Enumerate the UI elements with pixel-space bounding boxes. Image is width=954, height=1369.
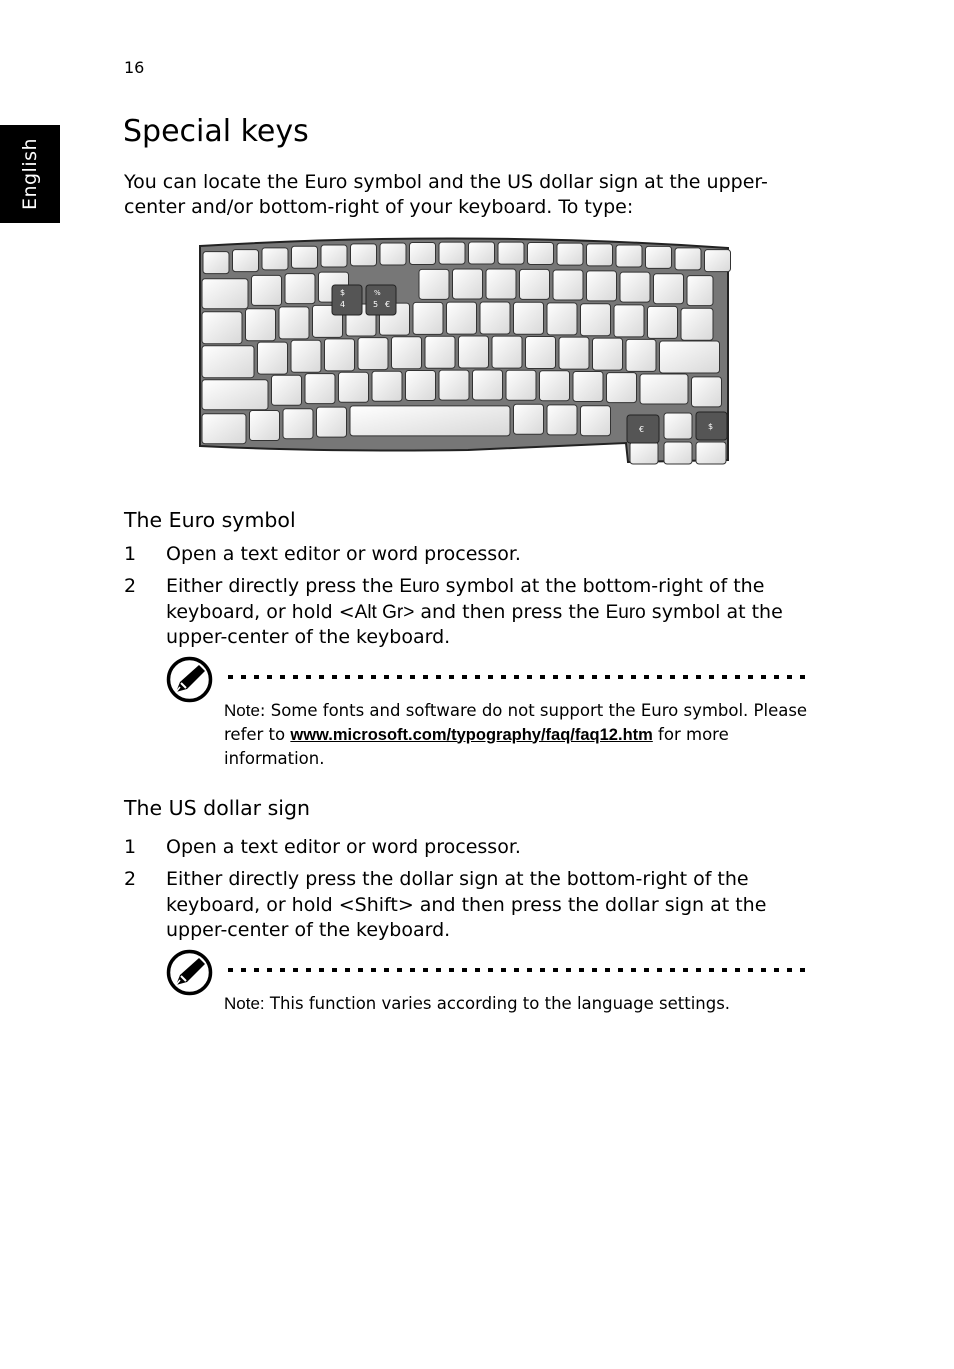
keycap — [279, 307, 309, 339]
keycap — [692, 377, 722, 407]
step-text: Either directly press the Euro symbol at the bottom-right of the keyboard, or hold <Alt Gr> and then press the Euro symbol at the upper-center of the keyboard. — [166, 575, 783, 648]
keycap — [453, 269, 483, 299]
keycap — [339, 372, 369, 402]
key-dollar-bottom — [696, 412, 727, 440]
keycap — [492, 336, 522, 368]
euro-heading: The Euro symbol — [124, 508, 296, 532]
keycap — [439, 370, 469, 400]
keycap — [202, 312, 242, 344]
keycap — [573, 372, 603, 402]
keycap — [648, 306, 678, 338]
key-dollar-top — [332, 285, 362, 315]
keycap — [607, 373, 637, 403]
keycap — [614, 305, 644, 337]
keycap — [514, 302, 544, 334]
keycap — [675, 248, 701, 270]
keycap — [292, 246, 318, 268]
keycap — [305, 374, 335, 404]
note-divider — [226, 674, 810, 680]
keycap — [283, 409, 313, 439]
keycap — [526, 336, 556, 368]
note-label: Note: — [224, 994, 265, 1013]
keyword-euro: Euro — [399, 576, 440, 597]
keyword-altgr: Alt Gr> — [354, 601, 415, 623]
dollar-step-1 — [124, 835, 804, 861]
pen-in-circle-icon — [166, 949, 213, 996]
keycap — [559, 337, 589, 369]
intro-paragraph: You can locate the Euro symbol and the US dollar sign at the upper-center and/or bottom-right of your keyboard. To type: — [124, 171, 768, 218]
svg-text:4: 4 — [340, 300, 346, 309]
keycap — [406, 371, 436, 401]
keycap — [581, 304, 611, 336]
keycap — [425, 336, 455, 368]
keycap — [202, 380, 268, 410]
dollar-heading: The US dollar sign — [124, 796, 311, 820]
step-number: 2 — [124, 575, 137, 597]
keycap — [687, 276, 713, 306]
step-number: 1 — [124, 543, 137, 565]
keycap — [419, 269, 449, 299]
keycap — [291, 340, 321, 372]
keycap — [447, 302, 477, 334]
keycap — [262, 248, 288, 270]
page-number: 16 — [124, 58, 145, 77]
keycap — [696, 442, 726, 464]
keycap — [410, 242, 436, 264]
keycap — [351, 244, 377, 266]
keycap — [473, 370, 503, 400]
step-text: Open a text editor or word processor. — [166, 543, 521, 565]
keycap — [203, 252, 229, 274]
microsoft-faq-link[interactable]: www.microsoft.com/typography/faq/faq12.htm — [290, 725, 653, 744]
keycap — [646, 246, 672, 268]
keycap — [654, 274, 684, 304]
key-euro-bottom — [627, 415, 659, 443]
keyword-euro: Euro — [605, 601, 646, 623]
keycap — [392, 337, 422, 369]
svg-text:5: 5 — [373, 300, 379, 309]
keycap — [620, 272, 650, 302]
keycap — [664, 413, 692, 439]
step-number: 2 — [124, 868, 137, 890]
keycap — [593, 338, 623, 370]
keycap — [660, 341, 720, 373]
svg-text:$: $ — [708, 422, 714, 431]
keycap — [587, 271, 617, 301]
keycap — [486, 269, 516, 299]
keycap — [317, 407, 347, 437]
keycap — [321, 245, 347, 267]
keycap — [285, 274, 315, 304]
keycap — [358, 338, 388, 370]
svg-text:€: € — [639, 425, 645, 434]
step-text: Either directly press the dollar sign at the bottom-right of the keyboard, or hold <Shift> and then press the dollar sign at the upper-center of the keyboard. — [166, 868, 767, 941]
keycap — [413, 302, 443, 334]
keycap — [325, 339, 355, 371]
page-title: Special keys — [123, 114, 309, 149]
keycap — [350, 406, 510, 436]
keycap — [272, 375, 302, 405]
keycap — [506, 370, 536, 400]
keycap — [252, 275, 282, 305]
euro-step-1 — [124, 542, 804, 568]
keycap — [380, 243, 406, 265]
keycap — [233, 250, 259, 272]
step-number: 1 — [124, 836, 137, 858]
keycap — [202, 414, 246, 444]
keycap — [557, 243, 583, 265]
keycap — [202, 346, 254, 378]
keycap — [626, 339, 656, 371]
language-tab-label: English — [19, 137, 41, 211]
keycap — [439, 242, 465, 264]
svg-text:$: $ — [340, 288, 346, 297]
keycap — [664, 442, 692, 464]
dollar-note: Note: This function varies according to the language settings. — [224, 994, 731, 1013]
dollar-step-2 — [124, 867, 804, 944]
keycap — [581, 406, 611, 436]
keycap — [459, 336, 489, 368]
keycap — [202, 279, 248, 309]
pen-in-circle-icon — [166, 656, 213, 703]
svg-text:%: % — [374, 289, 381, 297]
keycap — [681, 308, 713, 340]
euro-step-2 — [124, 574, 804, 651]
keycap — [640, 374, 688, 404]
keycap — [246, 309, 276, 341]
keycap — [630, 442, 658, 464]
keycap — [372, 371, 402, 401]
keycap — [498, 242, 524, 264]
note-label: Note — [224, 701, 260, 720]
keycap — [705, 250, 731, 272]
step-text: Open a text editor or word processor. — [166, 836, 521, 858]
keycap — [480, 302, 510, 334]
keycap — [528, 242, 554, 264]
key-five-euro — [366, 285, 396, 315]
keycap — [250, 411, 280, 441]
note-divider — [226, 967, 810, 973]
keycap — [469, 242, 495, 264]
svg-text:€: € — [385, 300, 391, 309]
keycap — [520, 269, 550, 299]
keycap — [587, 244, 613, 266]
keycap — [616, 245, 642, 267]
keycap — [547, 405, 577, 435]
language-tab — [0, 125, 60, 223]
keycap — [258, 342, 288, 374]
euro-note: Note: Some fonts and software do not support the Euro symbol. Please refer to www.microsoft.com/typography/faq/faq12.htm for more information. — [224, 701, 808, 768]
keyboard-illustration — [178, 228, 760, 478]
keycap — [514, 404, 544, 434]
keycap — [547, 303, 577, 335]
keycap — [553, 270, 583, 300]
keycap — [540, 371, 570, 401]
